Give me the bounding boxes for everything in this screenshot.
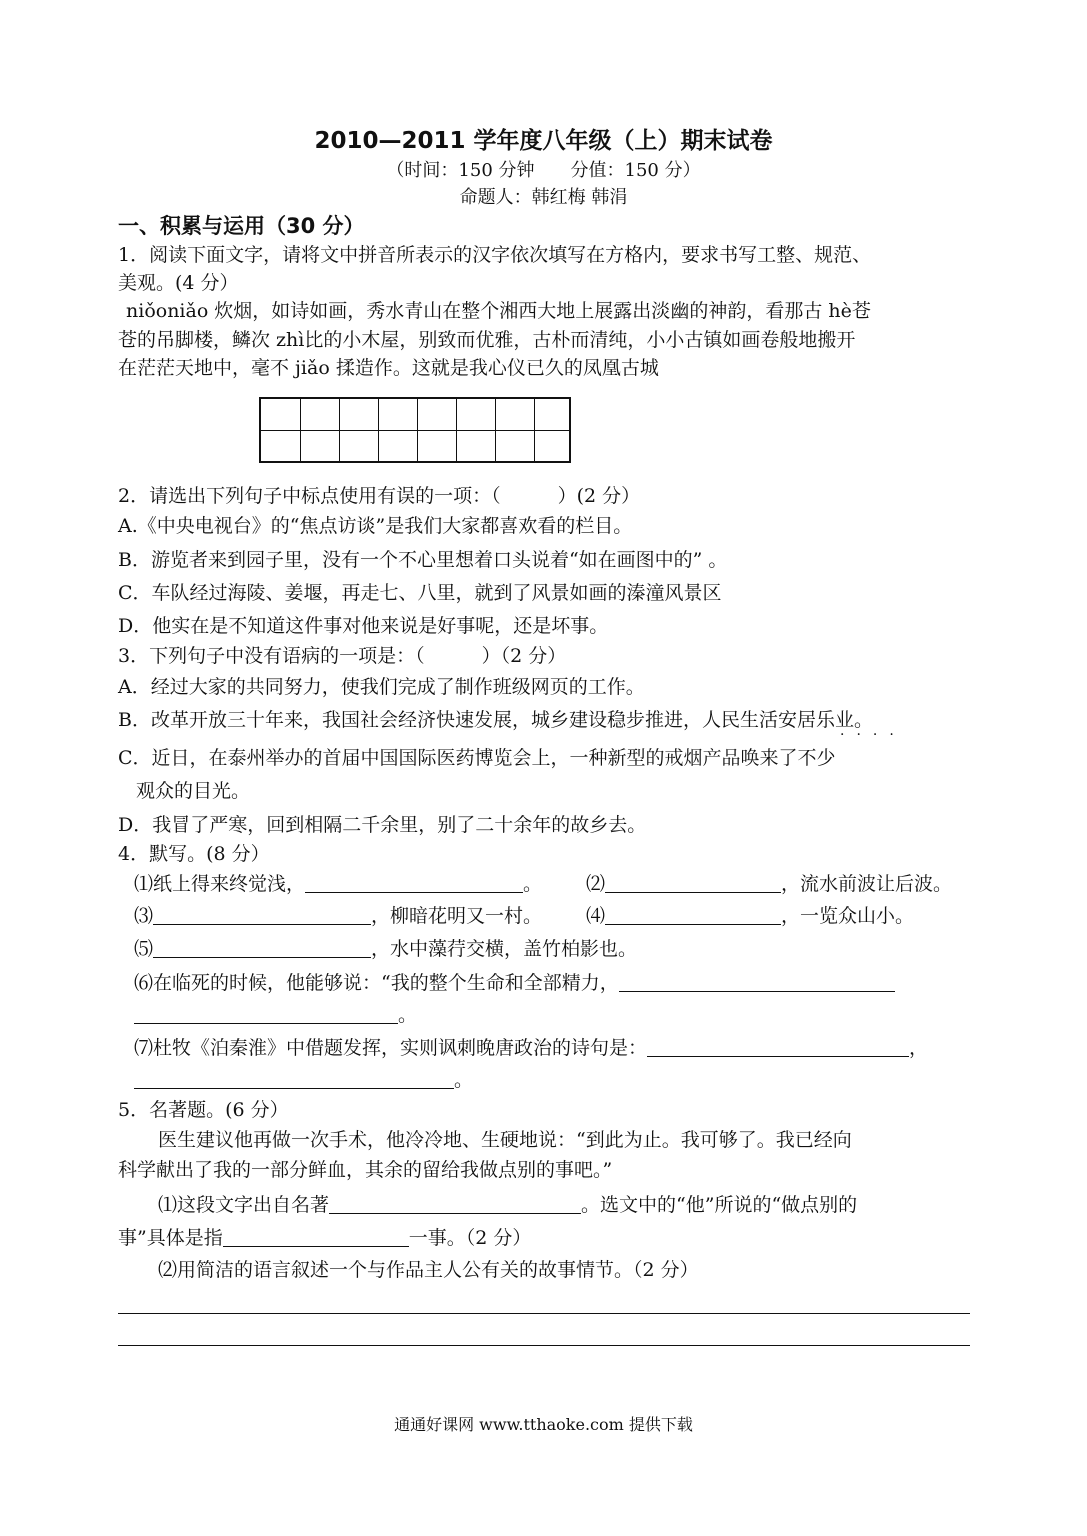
- q5-sub1-text: 。选文中的“他”所说的“做点别的: [581, 1194, 858, 1216]
- q5-passage-line1: 医生建议他再做一次手术，他冷冷地、生硬地说：“到此为止。我可够了。我已经向: [158, 1129, 852, 1151]
- q1-stem-line2: 美观。(4 分）: [118, 272, 239, 294]
- q2-stem: 2．请选出下列句子中标点使用有误的一项：（ ）(2 分）: [118, 485, 641, 507]
- q5-sub1-text2: 一事。（2 分）: [408, 1227, 532, 1249]
- q4-item-7: [134, 1037, 928, 1059]
- answer-blank[interactable]: [605, 874, 781, 893]
- q5-sub1-line2: [118, 1227, 531, 1249]
- section-heading: 一、积累与运用（30 分）: [118, 214, 365, 238]
- q3-option-d: D．我冒了严寒，回到相隔二千余里，别了二十余年的故乡去。: [118, 814, 647, 836]
- exam-author: 命题人：韩红梅 韩涓: [459, 187, 628, 208]
- answer-blank[interactable]: [647, 1038, 909, 1057]
- q2-option-a: A.《中央电视台》的“焦点访谈”是我们大家都喜欢看的栏目。: [118, 515, 633, 537]
- q2-option-b: B．游览者来到园子里，没有一个不心里想着口头说着“如在画图中的” 。: [118, 549, 728, 571]
- q3-option-c-line1: C．近日，在泰州举办的首届中国国际医药博览会上，一种新型的戒烟产品唤来了不少: [118, 747, 836, 769]
- answer-blank[interactable]: [223, 1228, 409, 1247]
- q4-item-5-end: ，水中藻荇交横，盖竹柏影也。: [371, 938, 638, 960]
- q4-item-6-cont: [134, 1004, 417, 1026]
- q4-item-4-prompt: ⑷: [586, 905, 606, 927]
- q3-option-b: B．改革开放三十年来，我国社会经济快速发展，城乡建设稳步推进，人民生活安居乐业。: [118, 709, 873, 731]
- answer-blank[interactable]: [619, 973, 895, 992]
- q2-option-d: D．他实在是不知道这件事对他来说是好事呢，还是坏事。: [118, 615, 609, 637]
- q4-item-1-end: 。: [523, 873, 543, 895]
- q4-item-7-comma: ，: [909, 1037, 929, 1059]
- q4-item-7-prompt: ⑺杜牧《泊秦淮》中借题发挥，实则讽刺晚唐政治的诗句是：: [134, 1037, 648, 1059]
- q4-item-3-prompt: ⑶: [134, 905, 154, 927]
- q4-item-3-end: ，柳暗花明又一村。: [371, 905, 543, 927]
- q5-passage-line2: 科学献出了我的一部分鲜血，其余的留给我做点别的事吧。”: [118, 1159, 613, 1181]
- q3-stem: 3．下列句子中没有语病的一项是：（ ）（2 分）: [118, 645, 567, 667]
- q4-item-4-end: ，一览众山小。: [781, 905, 915, 927]
- answer-blank[interactable]: [605, 906, 781, 925]
- answer-line[interactable]: [118, 1313, 970, 1314]
- grid-line: [261, 430, 569, 431]
- q4-item-6-end: 。: [398, 1004, 418, 1026]
- q5-sub2: ⑵用简洁的语言叙述一个与作品主人公有关的故事情节。（2 分）: [158, 1259, 699, 1281]
- answer-blank[interactable]: [134, 1070, 454, 1089]
- answer-line[interactable]: [118, 1345, 970, 1346]
- q1-passage-line3: 在茫茫天地中，毫不 jiǎo 揉造作。这就是我心仪已久的凤凰古城: [118, 357, 659, 379]
- q4-item-2-end: ，流水前波让后波。: [781, 873, 953, 895]
- q1-passage-line1: niǒoniǎo 炊烟，如诗如画，秀水青山在整个湘西大地上展露出淡幽的神韵，看那古 hè苍: [126, 300, 871, 322]
- q5-sub1-prompt2: 事”具体是指: [118, 1227, 223, 1249]
- answer-blank[interactable]: [134, 1005, 398, 1024]
- q5-sub1-line1: [158, 1194, 857, 1216]
- answer-blank[interactable]: [329, 1195, 581, 1214]
- q2-option-c: C．车队经过海陵、姜堰，再走七、八里，就到了风景如画的溱潼风景区: [118, 582, 722, 604]
- q4-item-2: [586, 873, 952, 895]
- answer-blank[interactable]: [153, 906, 371, 925]
- exam-title: 2010—2011 学年度八年级（上）期末试卷: [314, 128, 773, 154]
- answer-grid[interactable]: [259, 397, 571, 463]
- q4-item-5-prompt: ⑸: [134, 938, 154, 960]
- q4-item-7-cont: [134, 1069, 473, 1091]
- footer-text: 通通好课网 www.tthaoke.com 提供下载: [394, 1415, 693, 1434]
- q5-sub1-prompt: ⑴这段文字出自名著: [158, 1194, 330, 1216]
- q4-item-6-prompt: ⑹在临死的时候，他能够说：“我的整个生命和全部精力，: [134, 972, 619, 994]
- q4-item-4: [586, 905, 914, 927]
- q1-passage-line2: 苍的吊脚楼，鳞次 zhì比的小木屋，别致而优雅，古朴而清纯，小小古镇如画卷般地搬开: [118, 329, 856, 351]
- q4-item-1: [134, 873, 542, 895]
- q4-stem: 4．默写。(8 分）: [118, 843, 270, 865]
- q5-stem: 5．名著题。(6 分）: [118, 1099, 289, 1121]
- q4-item-2-prompt: ⑵: [586, 873, 606, 895]
- q4-item-5: [134, 938, 637, 960]
- q1-stem-line1: 1．阅读下面文字，请将文中拼音所表示的汉字依次填写在方格内，要求书写工整、规范、: [118, 244, 872, 266]
- q4-item-6: [134, 972, 895, 994]
- q4-item-1-prompt: ⑴纸上得来终觉浅，: [134, 873, 306, 895]
- q3-option-c-line2: 观众的目光。: [136, 780, 251, 802]
- q4-item-3: [134, 905, 542, 927]
- answer-blank[interactable]: [305, 874, 523, 893]
- emphasis-dots: ····: [840, 727, 906, 743]
- q4-item-7-end: 。: [454, 1069, 474, 1091]
- q3-option-a: A．经过大家的共同努力，使我们完成了制作班级网页的工作。: [118, 676, 645, 698]
- exam-time-info: （时间：150 分钟 分值：150 分）: [386, 160, 701, 181]
- answer-blank[interactable]: [153, 939, 371, 958]
